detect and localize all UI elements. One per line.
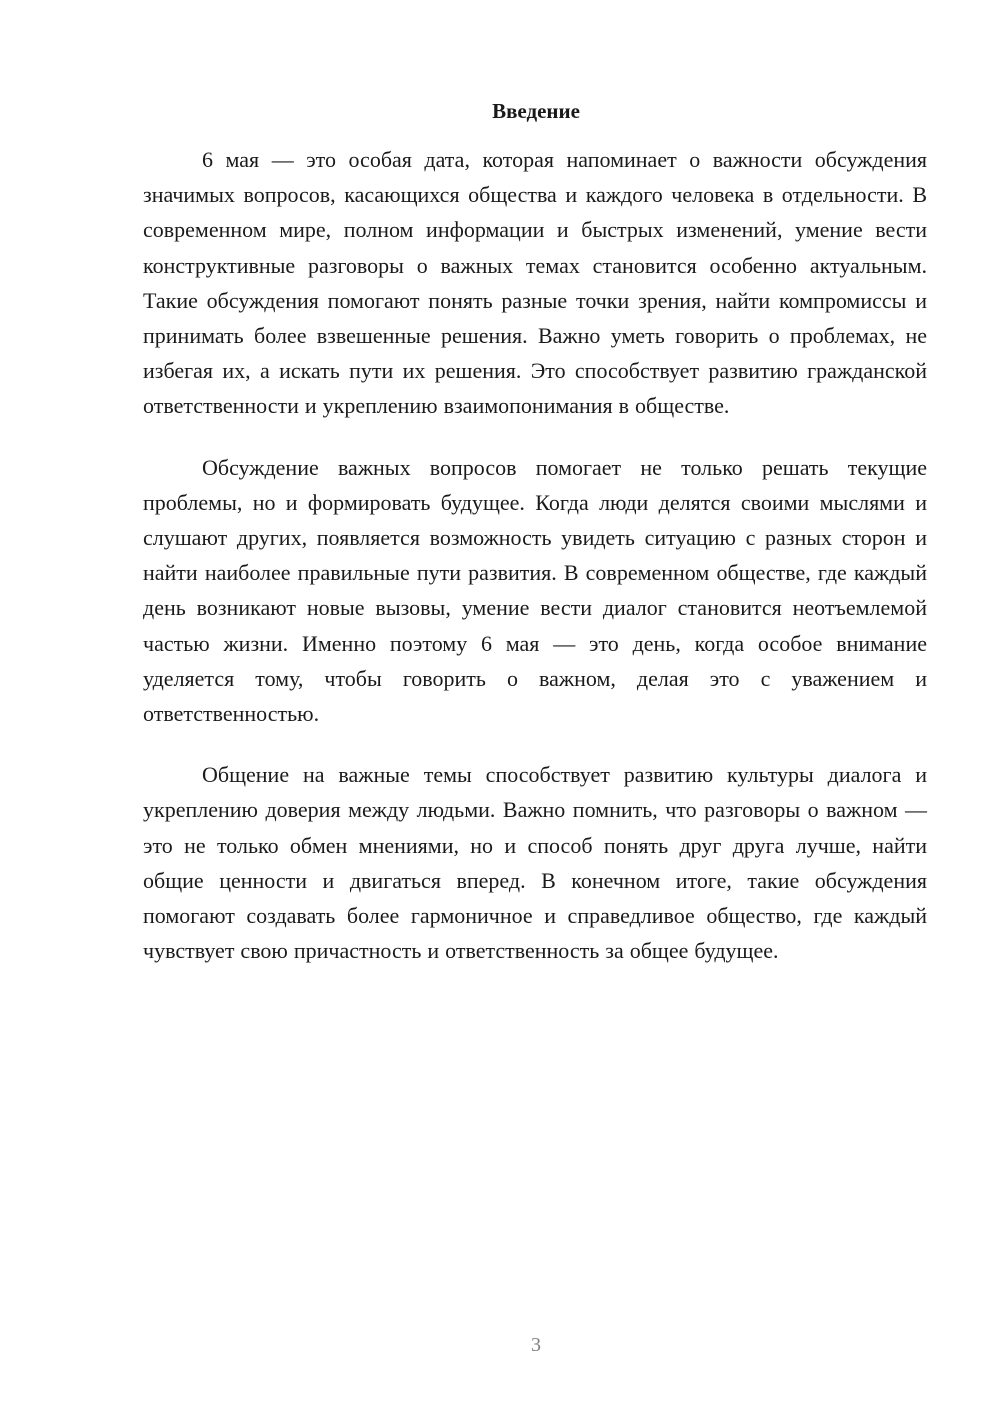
page-number: 3 — [531, 1334, 541, 1356]
body-text — [143, 142, 927, 994]
paragraph-2: Обсуждение важных вопросов помогает не только решать текущие проблемы, но и формировать будущее. Когда люди делятся своими мыслями и слушают других, появляется возможность увидеть ситуацию с разных сторон и найти наиболее правильные пути развития. В современном обществе, где каждый день возникают новые вызовы, умение вести диалог становится неотъемлемой частью жизни. Именно поэтому 6 мая — это день, когда особое внимание уделяется тому, чтобы говорить о важном, делая это с уважением и ответственностью. — [143, 454, 927, 727]
paragraph-1: 6 мая — это особая дата, которая напоминает о важности обсуждения значимых вопросов, касающихся общества и каждого человека в отдельности. В современном мире, полном информации и быстрых изменений, умение вести конструктивные разговоры о важных темах становится особенно актуальным. Такие обсуждения помогают понять разные точки зрения, найти компромиссы и принимать более взвешенные решения. Важно уметь говорить о проблемах, не избегая их, а искать пути их решения. Это способствует развитию гражданской ответственности и укреплению взаимопонимания в обществе. — [143, 147, 927, 419]
section-title: Введение — [492, 99, 580, 123]
paragraph-3: Общение на важные темы способствует развитию культуры диалога и укреплению доверия между людьми. Важно помнить, что разговоры о важном — это не только обмен мнениями, но и способ понять друг друга лучше, найти общие ценности и двигаться вперед. В конечном итоге, такие обсуждения помогают создавать более гармоничное и справедливое общество, где каждый чувствует свою причастность и ответственность за общее будущее. — [143, 762, 927, 964]
